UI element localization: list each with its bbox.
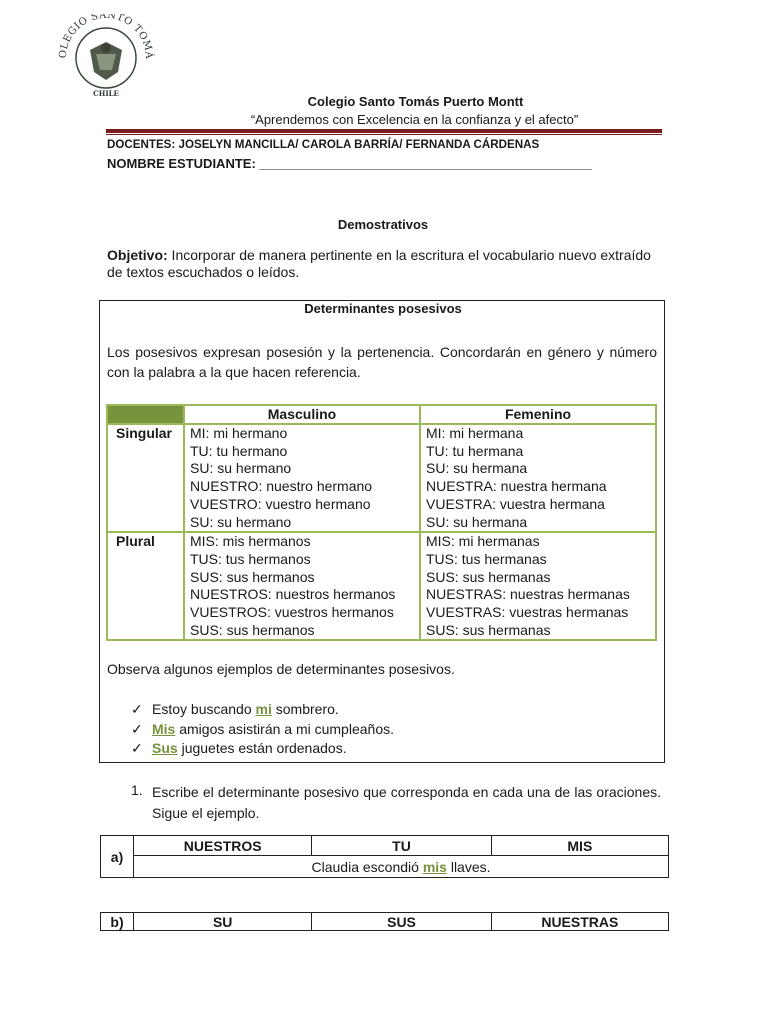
table-line: MIS: mis hermanos xyxy=(190,533,311,550)
table-line: VUESTROS: vuestros hermanos xyxy=(190,604,394,621)
posesivos-table xyxy=(106,404,657,641)
checkmark-icon: ✓ xyxy=(131,740,143,756)
table-line: VUESTRO: vuestro hermano xyxy=(190,495,371,512)
table-line: SUS: sus hermanos xyxy=(190,568,315,585)
cell-singular-masculino xyxy=(184,424,420,532)
exercise-b-table xyxy=(100,912,669,931)
exercise-b-option: SU xyxy=(134,913,312,931)
example-item: ✓ Sus juguetes están ordenados. xyxy=(131,740,347,756)
school-motto: “Aprendemos con Excelencia en la confianza y el afecto” xyxy=(250,112,579,127)
table-line: SUS: sus hermanos xyxy=(190,621,315,638)
header-masculino: Masculino xyxy=(184,405,420,424)
table-line: TUS: tus hermanas xyxy=(426,550,547,567)
examples-intro: Observa algunos ejemplos de determinantes posesivos. xyxy=(107,661,455,677)
exercise-b-option: SUS xyxy=(312,913,491,931)
logo-text-bottom: CHILE xyxy=(93,89,119,98)
row-label-singular: Singular xyxy=(107,424,184,532)
docentes-line: DOCENTES: JOSELYN MANCILLA/ CAROLA BARRÍA/ FERNANDA CÁRDENAS xyxy=(107,138,540,151)
box-title: Determinantes posesivos xyxy=(304,301,462,316)
header-femenino: Femenino xyxy=(420,405,656,424)
question-text: Escribe el determinante posesivo que corresponda en cada una de las oraciones. Sigue el ejemplo. xyxy=(152,784,661,821)
objective-label: Objetivo: xyxy=(107,247,168,263)
table-line: VUESTRA: vuestra hermana xyxy=(426,495,605,512)
table-line: MI: mi hermana xyxy=(426,425,524,441)
example-highlight: Mis xyxy=(152,721,176,737)
student-name-line: NOMBRE ESTUDIANTE: ______________________________________________ xyxy=(107,156,592,171)
logo-text-top: OLEGIO SANTO TOMÁ xyxy=(57,14,155,60)
table-row-singular xyxy=(107,424,656,532)
table-line: TU: tu hermana xyxy=(426,442,524,459)
table-line: TU: tu hermano xyxy=(190,442,288,459)
header-rule-thin xyxy=(106,134,662,135)
table-line: SU: su hermano xyxy=(190,460,292,477)
table-line: SU: su hermana xyxy=(426,460,528,477)
exercise-a-answer: mis xyxy=(422,858,447,875)
table-line: NUESTRO: nuestro hermano xyxy=(190,478,373,495)
page-title: Demostrativos xyxy=(337,217,429,232)
table-line: MI: mi hermano xyxy=(190,425,288,441)
school-logo xyxy=(52,14,160,106)
exercise-a-label: a) xyxy=(101,836,134,878)
table-header-row xyxy=(107,405,656,424)
header-rule-thick xyxy=(106,129,662,133)
example-highlight: mi xyxy=(255,701,272,717)
exercise-a-option: MIS xyxy=(491,836,668,856)
exercise-a-option: NUESTROS xyxy=(134,836,312,856)
objective-paragraph xyxy=(107,247,667,281)
table-line: SU: su hermana xyxy=(426,513,528,530)
exercise-b-option: NUESTRAS xyxy=(491,913,668,931)
question-number: 1. xyxy=(131,782,143,798)
exercise-a-sentence: Claudia escondió mis llaves. xyxy=(134,856,669,878)
table-line: VUESTRAS: vuestras hermanas xyxy=(426,604,629,621)
checkmark-icon: ✓ xyxy=(131,721,143,737)
table-row-plural xyxy=(107,532,656,640)
example-item: ✓ Estoy buscando mi sombrero. xyxy=(131,701,339,717)
example-highlight: Sus xyxy=(152,740,178,756)
table-line: MIS: mi hermanas xyxy=(426,533,540,550)
box-intro: Los posesivos expresan posesión y la pertenencia. Concordarán en género y número con la palabra a la que hacen referencia. xyxy=(107,344,657,380)
cell-singular-femenino xyxy=(420,424,656,532)
table-corner-cell xyxy=(107,405,184,424)
row-label-plural: Plural xyxy=(107,532,184,640)
exercise-a-table xyxy=(100,835,669,878)
table-line: SUS: sus hermanas xyxy=(426,568,551,585)
exercise-a-option: TU xyxy=(312,836,491,856)
table-line: SUS: sus hermanas xyxy=(426,621,551,638)
table-line: TUS: tus hermanos xyxy=(190,550,311,567)
cell-plural-masculino xyxy=(184,532,420,640)
school-name: Colegio Santo Tomás Puerto Montt xyxy=(307,94,524,109)
objective-text: Incorporar de manera pertinente en la escritura el vocabulario nuevo extraído de textos escuchados o leídos. xyxy=(107,247,651,280)
checkmark-icon: ✓ xyxy=(131,701,143,717)
table-line: SU: su hermano xyxy=(190,513,292,530)
table-line: NUESTROS: nuestros hermanos xyxy=(190,586,396,603)
example-item: ✓ Mis amigos asistirán a mi cumpleaños. xyxy=(131,721,394,737)
cell-plural-femenino xyxy=(420,532,656,640)
exercise-b-label: b) xyxy=(101,913,134,931)
table-line: NUESTRA: nuestra hermana xyxy=(426,478,607,495)
table-line: NUESTRAS: nuestras hermanas xyxy=(426,586,630,603)
